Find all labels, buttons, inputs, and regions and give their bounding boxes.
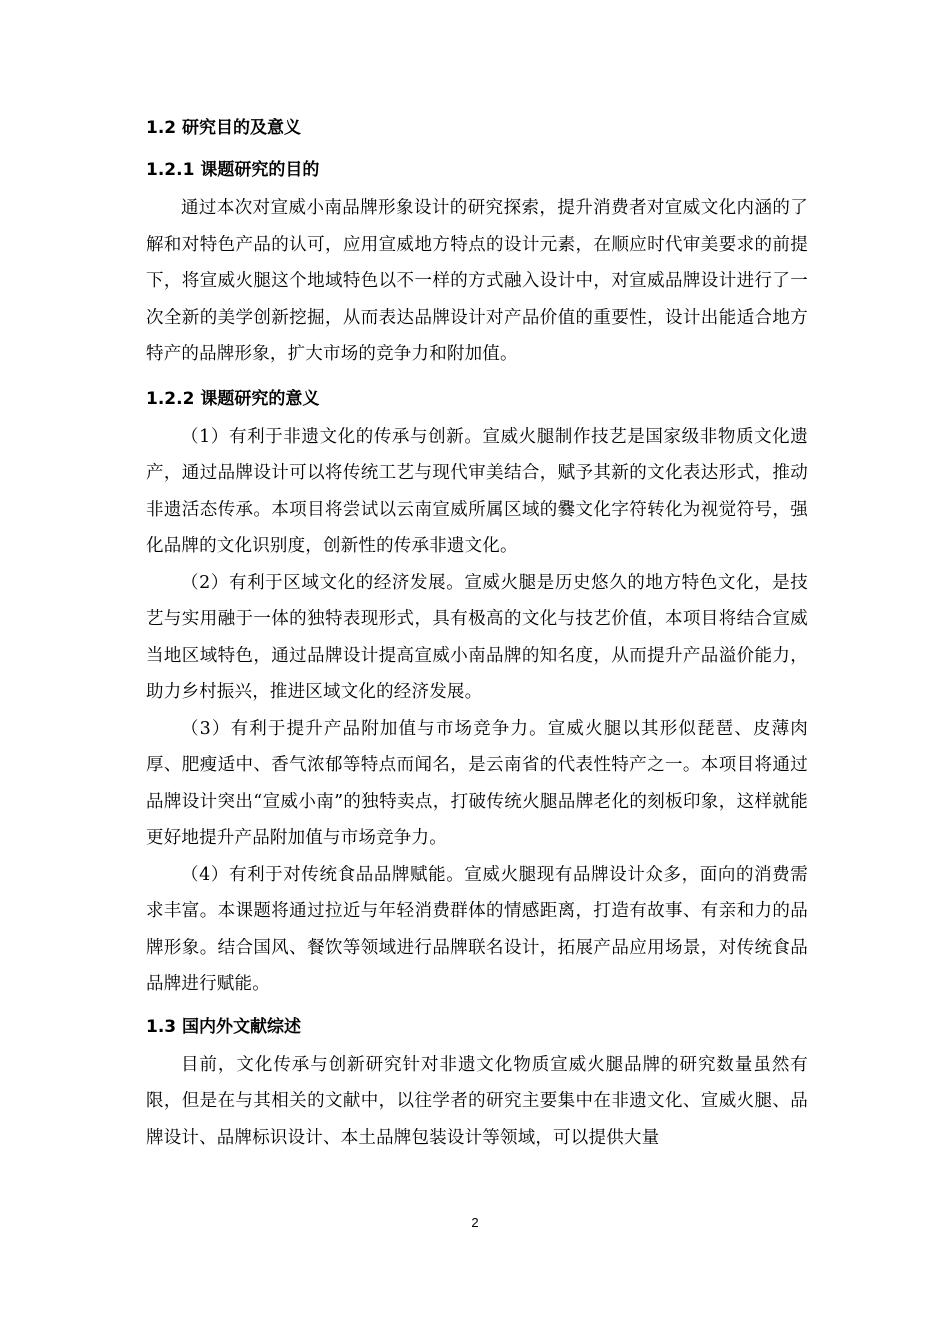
spacer xyxy=(146,373,808,385)
section-heading-1-2-2: 1.2.2 课题研究的意义 xyxy=(146,388,320,409)
paragraph-significance-4: （4）有利于对传统食品品牌赋能。宣威火腿现有品牌设计众多，面向的消费需求丰富。本课题将通过拉近与年轻消费群体的情感距离，打造有故事、有亲和力的品牌形象。结合国风、餐饮等领域进行品牌联名设计，拓展产品应用场景，对传统食品品牌进行赋能。 xyxy=(146,864,808,994)
page-content xyxy=(146,114,808,1156)
paragraph-research-purpose: 通过本次对宣威小南品牌形象设计的研究探索，提升消费者对宣威文化内涵的了解和对特色产品的认可，应用宣威地方特点的设计元素，在顺应时代审美要求的前提下，将宣威火腿这个地域特色以不一样的方式融入设计中，对宣威品牌设计进行了一次全新的美学创新挖掘，从而表达品牌设计对产品价值的重要性，设计出能适合地方特产的品牌形象，扩大市场的竞争力和附加值。 xyxy=(146,198,808,364)
paragraph-literature-review: 目前，文化传承与创新研究针对非遗文化物质宣威火腿品牌的研究数量虽然有限，但是在与其相关的文献中，以往学者的研究主要集中在非遗文化、宣威火腿、品牌设计、品牌标识设计、本土品牌包装设计等领域，可以提供大量 xyxy=(146,1054,808,1148)
section-heading-1-3: 1.3 国内外文献综述 xyxy=(146,1016,302,1037)
paragraph-significance-2: （2）有利于区域文化的经济发展。宣威火腿是历史悠久的地方特色文化，是技艺与实用融于一体的独特表现形式，具有极高的文化与技艺价值，本项目将结合宣威当地区域特色，通过品牌设计提高宣威小南品牌的知名度，从而提升产品溢价能力，助力乡村振兴，推进区域文化的经济发展。 xyxy=(146,572,808,702)
section-heading-1-2: 1.2 研究目的及意义 xyxy=(146,118,302,138)
paragraph-significance-1: （1）有利于非遗文化的传承与创新。宣威火腿制作技艺是国家级非物质文化遗产，通过品牌设计可以将传统工艺与现代审美结合，赋予其新的文化表达形式，推动非遗活态传承。本项目将尝试以云南宣威所属区域的爨文化字符转化为视觉符号，强化品牌的文化识别度，创新性的传承非遗文化。 xyxy=(146,426,808,556)
paragraph-significance-3: （3）有利于提升产品附加值与市场竞争力。宣威火腿以其形似琵琶、皮薄肉厚、肥瘦适中、香气浓郁等特点而闻名，是云南省的代表性特产之一。本项目将通过品牌设计突出“宣威小南”的独特卖点，打破传统火腿品牌老化的刻板印象，这样就能更好地提升产品附加值与市场竞争力。 xyxy=(146,718,808,848)
page-number: 2 xyxy=(471,1215,479,1230)
section-heading-1-2-1: 1.2.1 课题研究的目的 xyxy=(146,160,320,180)
